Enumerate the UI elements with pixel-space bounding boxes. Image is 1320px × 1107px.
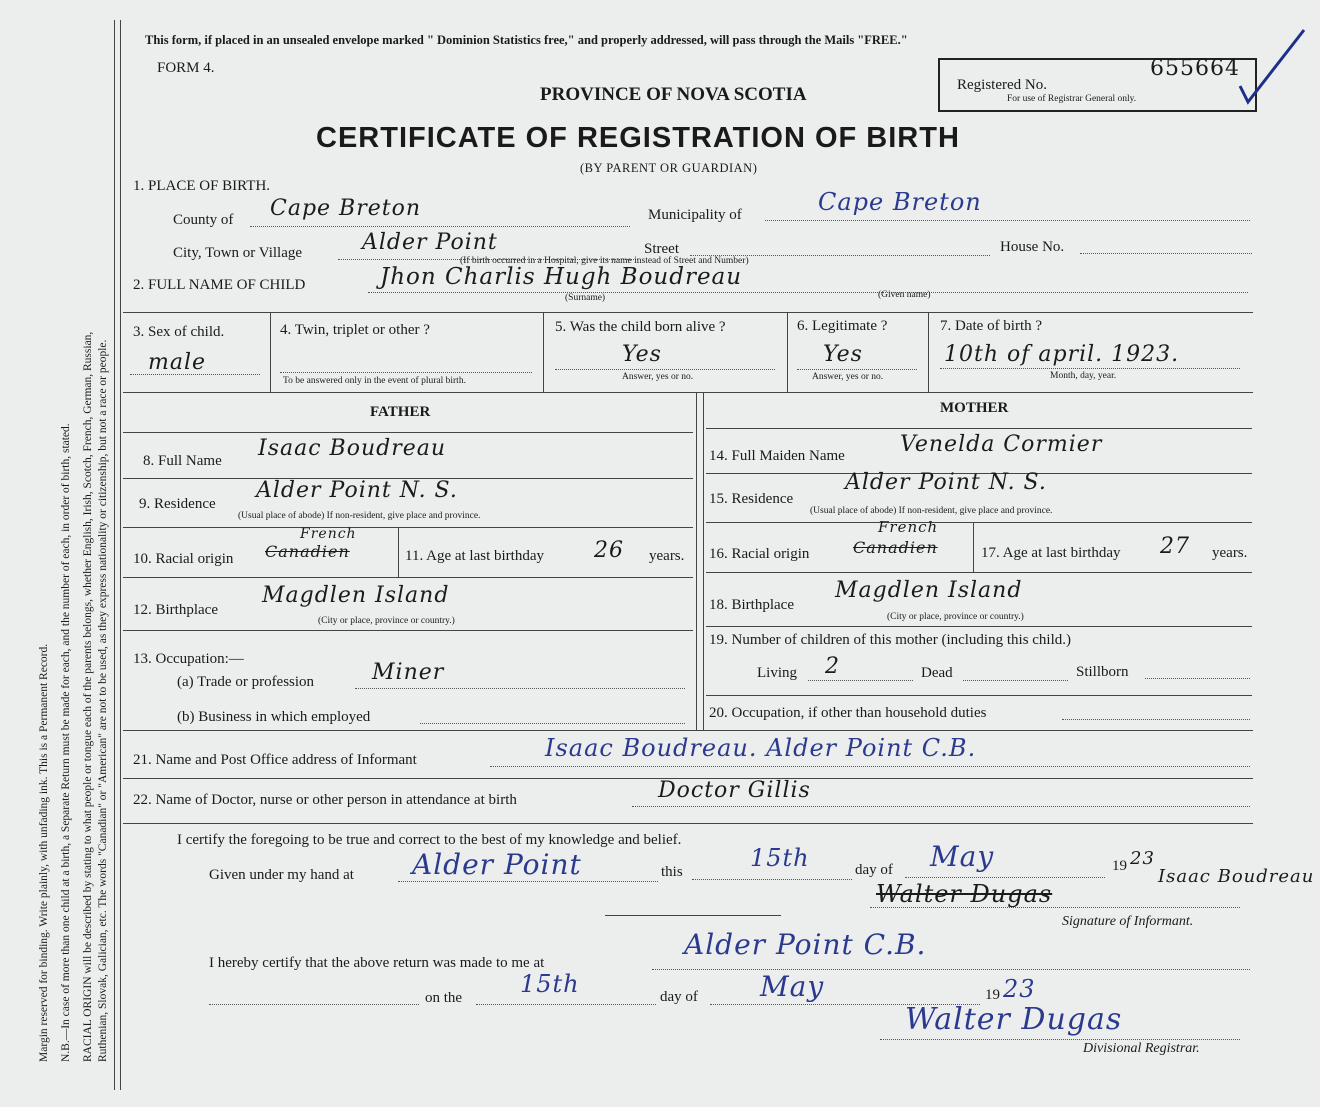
municipality-label: Municipality of bbox=[648, 207, 742, 223]
province-title: PROVINCE OF NOVA SCOTIA bbox=[540, 84, 807, 105]
registrar-year-prefix: 19 bbox=[985, 987, 1000, 1003]
check-mark-icon bbox=[1232, 24, 1312, 114]
margin-note-4: Ruthenian, Slovak, Galician, etc. The words "Canadian" or "American" are not to be used, as they express nationality or citizenship, but not a race or people. bbox=[97, 339, 109, 1062]
registered-note: For use of Registrar General only. bbox=[1007, 94, 1137, 104]
this-label: this bbox=[661, 864, 683, 880]
page-subtitle: (BY PARENT OR GUARDIAN) bbox=[580, 161, 758, 175]
registrar-day-value: 15th bbox=[520, 970, 580, 998]
mother-birthplace-label: 18. Birthplace bbox=[709, 597, 794, 613]
dob-label: 7. Date of birth ? bbox=[940, 318, 1043, 334]
margin-rule bbox=[114, 20, 115, 1090]
doctor-label: 22. Name of Doctor, nurse or other person in attendance at birth bbox=[133, 792, 517, 808]
mother-age-label: 17. Age at last birthday bbox=[981, 545, 1121, 561]
mother-residence-label: 15. Residence bbox=[709, 491, 794, 507]
mother-name-label: 14. Full Maiden Name bbox=[709, 448, 845, 464]
born-alive-value: Yes bbox=[622, 342, 662, 367]
dob-note: Month, day, year. bbox=[1050, 371, 1117, 381]
county-value: Cape Breton bbox=[270, 196, 422, 221]
page-title: CERTIFICATE OF REGISTRATION OF BIRTH bbox=[316, 122, 960, 154]
given-place-value: Alder Point bbox=[412, 848, 582, 881]
father-age-unit: years. bbox=[649, 548, 685, 564]
doctor-value: Doctor Gillis bbox=[658, 778, 811, 803]
certify-day-value: 15th bbox=[750, 844, 810, 872]
city-label: City, Town or Village bbox=[173, 245, 303, 261]
place-of-birth-label: 1. PLACE OF BIRTH. bbox=[133, 178, 271, 194]
father-residence-note: (Usual place of abode) If non-resident, give place and province. bbox=[238, 511, 481, 521]
father-residence-value: Alder Point N. S. bbox=[256, 478, 458, 503]
father-residence-label: 9. Residence bbox=[139, 496, 216, 512]
father-racial-label: 10. Racial origin bbox=[133, 551, 234, 567]
mother-age-value: 27 bbox=[1160, 534, 1190, 559]
living-value: 2 bbox=[825, 654, 840, 679]
struck-informant-name: Walter Dugas bbox=[876, 880, 1053, 908]
father-name-value: Isaac Boudreau bbox=[258, 436, 447, 461]
registered-value: 655664 bbox=[1150, 56, 1240, 81]
registrar-day-of-label: day of bbox=[660, 989, 698, 1005]
dob-value: 10th of april. 1923. bbox=[944, 342, 1180, 367]
mother-residence-note: (Usual place of abode) If non-resident, give place and province. bbox=[810, 506, 1053, 516]
certify-day-of-label: day of bbox=[855, 862, 893, 878]
father-name-label: 8. Full Name bbox=[143, 453, 222, 469]
binding-margin bbox=[0, 0, 118, 1107]
informant-signature: Isaac Boudreau bbox=[1158, 866, 1315, 887]
given-name-note: (Given name) bbox=[878, 290, 931, 300]
county-label: County of bbox=[173, 212, 234, 228]
living-label: Living bbox=[757, 665, 797, 681]
given-under-label: Given under my hand at bbox=[209, 867, 354, 883]
informant-label: 21. Name and Post Office address of Informant bbox=[133, 752, 417, 768]
born-alive-label: 5. Was the child born alive ? bbox=[555, 319, 726, 335]
father-birthplace-label: 12. Birthplace bbox=[133, 602, 218, 618]
legitimate-note: Answer, yes or no. bbox=[812, 372, 884, 382]
mother-occupation-label: 20. Occupation, if other than household duties bbox=[709, 705, 987, 721]
occupation-label: 13. Occupation:— bbox=[133, 651, 244, 667]
mother-name-value: Venelda Cormier bbox=[900, 432, 1103, 457]
sex-value: male bbox=[148, 350, 207, 375]
surname-note: (Surname) bbox=[565, 293, 606, 303]
mail-notice: This form, if placed in an unsealed envelope marked " Dominion Statistics free," and properly addressed, will pass through the Mails "FREE." bbox=[145, 33, 908, 47]
street-note: (If birth occurred in a Hospital, give its name instead of Street and Number) bbox=[460, 256, 749, 266]
mother-birthplace-value: Magdlen Island bbox=[835, 578, 1023, 603]
certify-year-value: 23 bbox=[1130, 848, 1155, 869]
mother-racial-value: French bbox=[878, 518, 939, 536]
mother-heading: MOTHER bbox=[940, 400, 1009, 416]
legitimate-value: Yes bbox=[823, 342, 863, 367]
mother-age-unit: years. bbox=[1212, 545, 1248, 561]
registrar-signature-label: Divisional Registrar. bbox=[1083, 1041, 1200, 1056]
twin-note: To be answered only in the event of plural birth. bbox=[283, 376, 466, 386]
margin-note-1: Margin reserved for binding. Write plainly, with unfading ink. This is a Permanent Record. bbox=[38, 643, 50, 1062]
margin-note-3: RACIAL ORIGIN will be described by stating to what people or tongue each of the parents belongs, whether English, Irish, Scotch, French, German, Russian, bbox=[82, 331, 94, 1062]
trade-label: (a) Trade or profession bbox=[177, 674, 315, 690]
certify-year-prefix: 19 bbox=[1112, 858, 1127, 874]
father-age-value: 26 bbox=[594, 538, 624, 563]
child-name-label: 2. FULL NAME OF CHILD bbox=[133, 277, 306, 293]
certify-month-value: May bbox=[930, 840, 995, 873]
child-name-value: Jhon Charlis Hugh Boudreau bbox=[380, 264, 743, 290]
mother-residence-value: Alder Point N. S. bbox=[845, 470, 1047, 495]
legitimate-label: 6. Legitimate ? bbox=[797, 318, 888, 334]
margin-note-2: N.B.—In case of more than one child at a birth, a Separate Return must be made for each, and the number of each, in order of birth, stated. bbox=[60, 423, 72, 1062]
business-label: (b) Business in which employed bbox=[177, 709, 371, 725]
father-racial-value: French bbox=[300, 526, 357, 542]
dead-label: Dead bbox=[921, 665, 953, 681]
father-birthplace-value: Magdlen Island bbox=[262, 583, 450, 608]
street-label: Street bbox=[644, 241, 679, 257]
father-age-label: 11. Age at last birthday bbox=[405, 548, 544, 564]
municipality-value: Cape Breton bbox=[818, 188, 982, 216]
house-number-label: House No. bbox=[1000, 239, 1065, 255]
city-value: Alder Point bbox=[362, 230, 498, 255]
mother-racial-struck: Canadien bbox=[853, 538, 938, 557]
registered-label: Registered No. bbox=[957, 77, 1047, 93]
children-count-label: 19. Number of children of this mother (including this child.) bbox=[709, 632, 1072, 648]
father-racial-struck: Canadien bbox=[265, 542, 350, 561]
father-heading: FATHER bbox=[370, 404, 431, 420]
registrar-month-value: May bbox=[760, 970, 825, 1003]
certify-statement: I certify the foregoing to be true and correct to the best of my knowledge and belief. bbox=[177, 832, 682, 848]
mother-racial-label: 16. Racial origin bbox=[709, 546, 810, 562]
registrar-statement: I hereby certify that the above return was made to me at bbox=[209, 955, 545, 971]
informant-value: Isaac Boudreau. Alder Point C.B. bbox=[545, 734, 977, 762]
sex-label: 3. Sex of child. bbox=[133, 324, 225, 340]
born-alive-note: Answer, yes or no. bbox=[622, 372, 694, 382]
mother-birthplace-note: (City or place, province or country.) bbox=[887, 612, 1024, 622]
margin-rule-inner bbox=[120, 20, 121, 1090]
registrar-year-value: 23 bbox=[1003, 975, 1036, 1003]
registrar-place-value: Alder Point C.B. bbox=[684, 928, 927, 961]
form-number: FORM 4. bbox=[157, 60, 215, 76]
trade-value: Miner bbox=[372, 660, 445, 685]
twin-label: 4. Twin, triplet or other ? bbox=[280, 322, 430, 338]
father-birthplace-note: (City or place, province or country.) bbox=[318, 616, 455, 626]
stillborn-label: Stillborn bbox=[1076, 664, 1129, 680]
registrar-signature: Walter Dugas bbox=[905, 1002, 1123, 1037]
registrar-on-the-label: on the bbox=[425, 990, 463, 1006]
informant-signature-label: Signature of Informant. bbox=[1062, 914, 1194, 929]
